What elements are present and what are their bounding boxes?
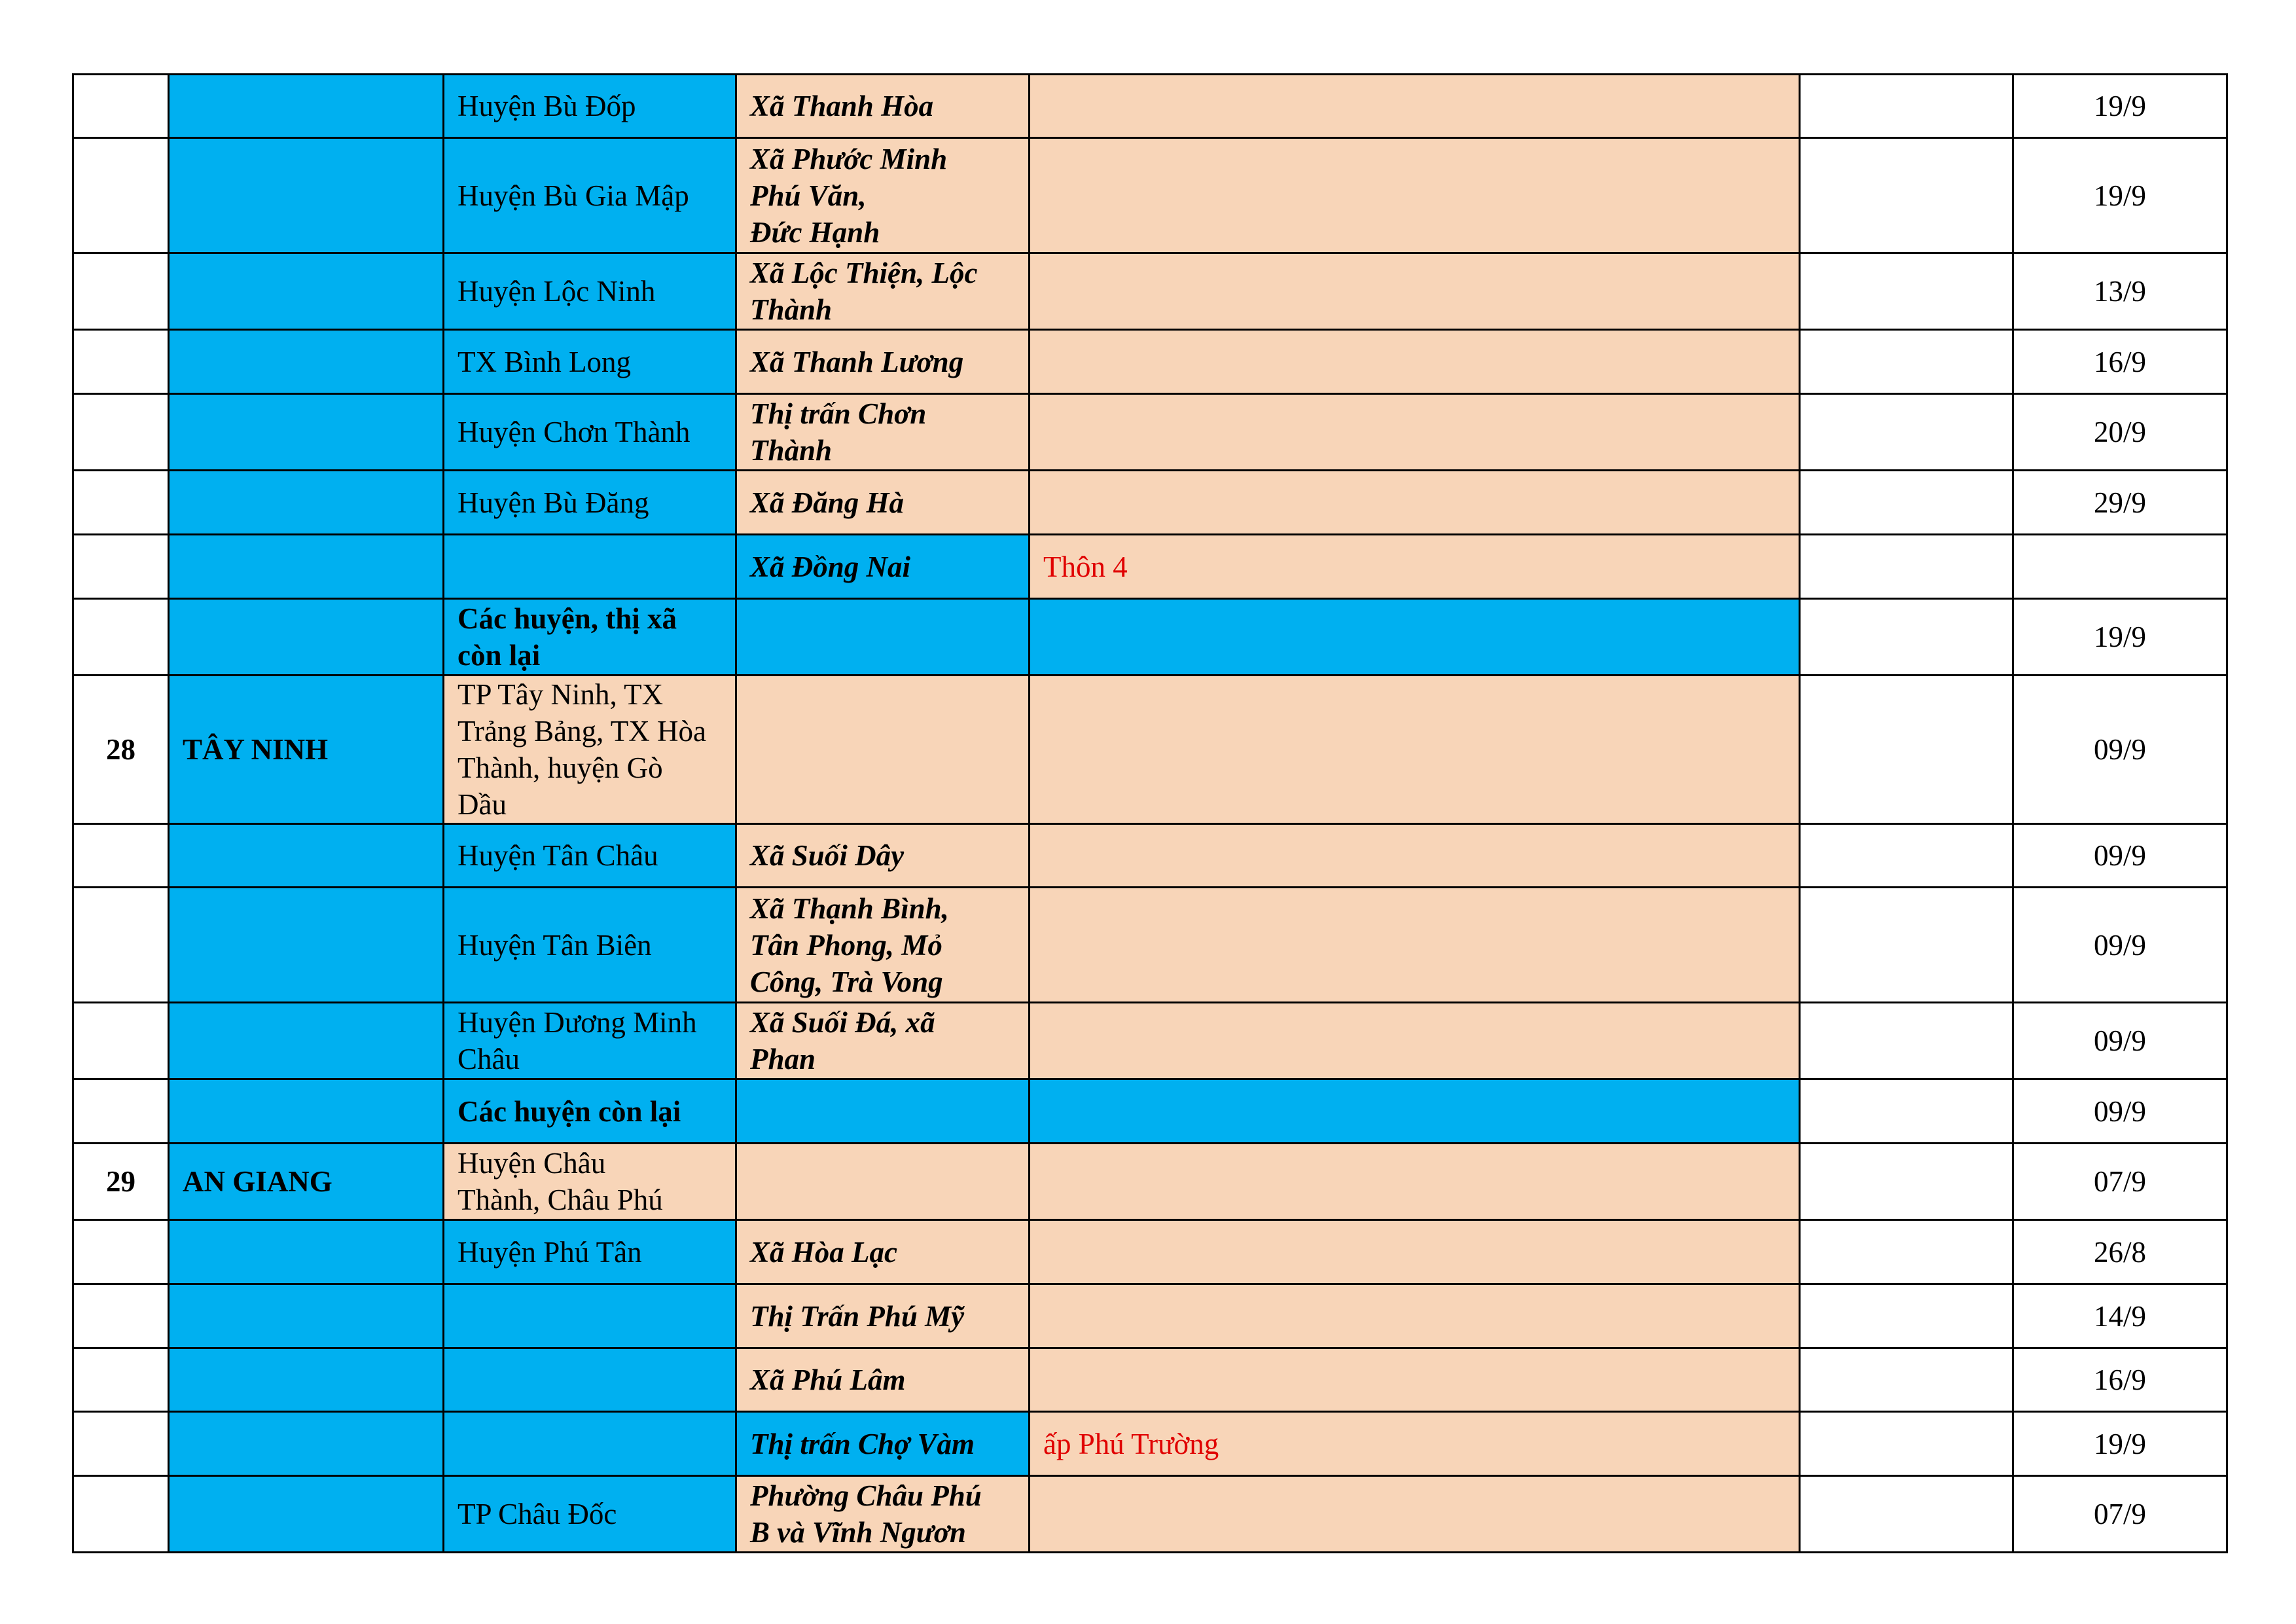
blank-cell	[1800, 138, 2013, 253]
province-cell	[169, 1003, 444, 1079]
date-cell: 20/9	[2013, 394, 2227, 471]
table-row	[73, 330, 2227, 394]
blank-cell	[1800, 824, 2013, 888]
blank-cell	[1800, 535, 2013, 599]
blank-cell	[1800, 1412, 2013, 1476]
district-cell: Huyện Chơn Thành	[444, 394, 736, 471]
area-cell	[1030, 471, 1800, 535]
stt-cell	[73, 1284, 169, 1348]
ward-cell: Xã Hòa Lạc	[736, 1220, 1030, 1284]
ward-cell: Thị Trấn Phú Mỹ	[736, 1284, 1030, 1348]
area-cell	[1030, 1348, 1800, 1412]
province-cell: TÂY NINH	[169, 676, 444, 824]
table-row	[73, 535, 2227, 599]
district-cell	[444, 535, 736, 599]
area-cell	[1030, 824, 1800, 888]
ward-cell: Xã Thạnh Bình, Tân Phong, Mỏ Công, Trà Vong	[736, 888, 1030, 1003]
area-cell	[1030, 599, 1800, 676]
stt-cell	[73, 1079, 169, 1144]
blank-cell	[1800, 676, 2013, 824]
district-cell: Huyện Tân Châu	[444, 824, 736, 888]
stt-cell: 29	[73, 1144, 169, 1220]
province-cell	[169, 888, 444, 1003]
table-row	[73, 253, 2227, 330]
ward-cell: Xã Thanh Hòa	[736, 75, 1030, 138]
date-cell: 07/9	[2013, 1476, 2227, 1553]
blank-cell	[1800, 1079, 2013, 1144]
stt-cell	[73, 394, 169, 471]
stt-cell	[73, 330, 169, 394]
date-cell: 19/9	[2013, 1412, 2227, 1476]
province-cell	[169, 1412, 444, 1476]
ward-cell	[736, 676, 1030, 824]
blank-cell	[1800, 599, 2013, 676]
table-row	[73, 1220, 2227, 1284]
blank-cell	[1800, 1144, 2013, 1220]
date-cell: 26/8	[2013, 1220, 2227, 1284]
province-cell	[169, 75, 444, 138]
blank-cell	[1800, 1348, 2013, 1412]
area-cell	[1030, 394, 1800, 471]
stt-cell	[73, 535, 169, 599]
date-cell: 16/9	[2013, 1348, 2227, 1412]
area-cell	[1030, 1220, 1800, 1284]
stt-cell	[73, 888, 169, 1003]
area-cell	[1030, 253, 1800, 330]
stt-cell	[73, 599, 169, 676]
province-cell	[169, 1348, 444, 1412]
district-cell: Huyện Dương Minh Châu	[444, 1003, 736, 1079]
province-cell	[169, 330, 444, 394]
table-row	[73, 471, 2227, 535]
ward-cell: Xã Phước Minh Phú Văn, Đức Hạnh	[736, 138, 1030, 253]
ward-cell	[736, 599, 1030, 676]
stt-cell	[73, 471, 169, 535]
date-cell: 09/9	[2013, 1079, 2227, 1144]
stt-cell	[73, 75, 169, 138]
ward-cell	[736, 1144, 1030, 1220]
table-row	[73, 599, 2227, 676]
area-cell	[1030, 1003, 1800, 1079]
district-cell: Các huyện còn lại	[444, 1079, 736, 1144]
area-cell	[1030, 330, 1800, 394]
stt-cell	[73, 253, 169, 330]
stt-cell	[73, 138, 169, 253]
table-row	[73, 1476, 2227, 1553]
area-cell	[1030, 676, 1800, 824]
blank-cell	[1800, 75, 2013, 138]
district-cell: Huyện Bù Đốp	[444, 75, 736, 138]
area-cell	[1030, 1144, 1800, 1220]
blank-cell	[1800, 888, 2013, 1003]
province-cell	[169, 535, 444, 599]
date-cell: 09/9	[2013, 676, 2227, 824]
ward-cell: Xã Suối Đá, xã Phan	[736, 1003, 1030, 1079]
province-cell: AN GIANG	[169, 1144, 444, 1220]
area-cell: Thôn 4	[1030, 535, 1800, 599]
date-cell: 16/9	[2013, 330, 2227, 394]
province-cell	[169, 471, 444, 535]
date-cell: 09/9	[2013, 824, 2227, 888]
area-cell	[1030, 1476, 1800, 1553]
date-cell: 09/9	[2013, 1003, 2227, 1079]
area-cell	[1030, 888, 1800, 1003]
district-cell: TP Châu Đốc	[444, 1476, 736, 1553]
table-row	[73, 1284, 2227, 1348]
ward-cell: Xã Suối Dây	[736, 824, 1030, 888]
district-cell: Huyện Phú Tân	[444, 1220, 736, 1284]
blank-cell	[1800, 330, 2013, 394]
area-cell: ấp Phú Trường	[1030, 1412, 1800, 1476]
date-cell: 13/9	[2013, 253, 2227, 330]
district-cell: TX Bình Long	[444, 330, 736, 394]
province-cell	[169, 1284, 444, 1348]
table-row	[73, 824, 2227, 888]
province-cell	[169, 824, 444, 888]
district-cell: Huyện Bù Đăng	[444, 471, 736, 535]
date-cell: 19/9	[2013, 75, 2227, 138]
blank-cell	[1800, 394, 2013, 471]
area-cell	[1030, 138, 1800, 253]
date-cell: 19/9	[2013, 138, 2227, 253]
ward-cell: Xã Đồng Nai	[736, 535, 1030, 599]
date-cell	[2013, 535, 2227, 599]
ward-cell	[736, 1079, 1030, 1144]
district-cell: TP Tây Ninh, TX Trảng Bảng, TX Hòa Thành, huyện Gò Dầu	[444, 676, 736, 824]
area-cell	[1030, 1079, 1800, 1144]
date-cell: 29/9	[2013, 471, 2227, 535]
stt-cell	[73, 1476, 169, 1553]
table-row	[73, 394, 2227, 471]
table-row	[73, 138, 2227, 253]
district-cell: Các huyện, thị xã còn lại	[444, 599, 736, 676]
district-cell	[444, 1348, 736, 1412]
province-cell	[169, 394, 444, 471]
date-cell: 19/9	[2013, 599, 2227, 676]
district-cell: Huyện Bù Gia Mập	[444, 138, 736, 253]
table-row	[73, 1412, 2227, 1476]
stt-cell: 28	[73, 676, 169, 824]
stt-cell	[73, 1348, 169, 1412]
ward-cell: Phường Châu Phú B và Vĩnh Ngươn	[736, 1476, 1030, 1553]
stt-cell	[73, 824, 169, 888]
district-cell	[444, 1284, 736, 1348]
area-cell	[1030, 75, 1800, 138]
schedule-table	[72, 73, 2228, 1553]
province-cell	[169, 253, 444, 330]
table-row	[73, 1003, 2227, 1079]
table-row	[73, 75, 2227, 138]
blank-cell	[1800, 253, 2013, 330]
province-cell	[169, 1079, 444, 1144]
district-cell: Huyện Lộc Ninh	[444, 253, 736, 330]
table-row	[73, 1079, 2227, 1144]
blank-cell	[1800, 1220, 2013, 1284]
blank-cell	[1800, 1284, 2013, 1348]
ward-cell: Xã Đăng Hà	[736, 471, 1030, 535]
table-row	[73, 888, 2227, 1003]
table-row	[73, 1348, 2227, 1412]
blank-cell	[1800, 1003, 2013, 1079]
date-cell: 09/9	[2013, 888, 2227, 1003]
stt-cell	[73, 1220, 169, 1284]
province-cell	[169, 599, 444, 676]
stt-cell	[73, 1412, 169, 1476]
table-row	[73, 1144, 2227, 1220]
stt-cell	[73, 1003, 169, 1079]
district-cell: Huyện Châu Thành, Châu Phú	[444, 1144, 736, 1220]
ward-cell: Xã Thanh Lương	[736, 330, 1030, 394]
province-cell	[169, 1220, 444, 1284]
district-cell	[444, 1412, 736, 1476]
district-cell: Huyện Tân Biên	[444, 888, 736, 1003]
date-cell: 14/9	[2013, 1284, 2227, 1348]
table-row	[73, 676, 2227, 824]
ward-cell: Thị trấn Chợ Vàm	[736, 1412, 1030, 1476]
ward-cell: Thị trấn Chơn Thành	[736, 394, 1030, 471]
province-cell	[169, 1476, 444, 1553]
date-cell: 07/9	[2013, 1144, 2227, 1220]
ward-cell: Xã Lộc Thiện, Lộc Thành	[736, 253, 1030, 330]
area-cell	[1030, 1284, 1800, 1348]
blank-cell	[1800, 471, 2013, 535]
province-cell	[169, 138, 444, 253]
blank-cell	[1800, 1476, 2013, 1553]
ward-cell: Xã Phú Lâm	[736, 1348, 1030, 1412]
